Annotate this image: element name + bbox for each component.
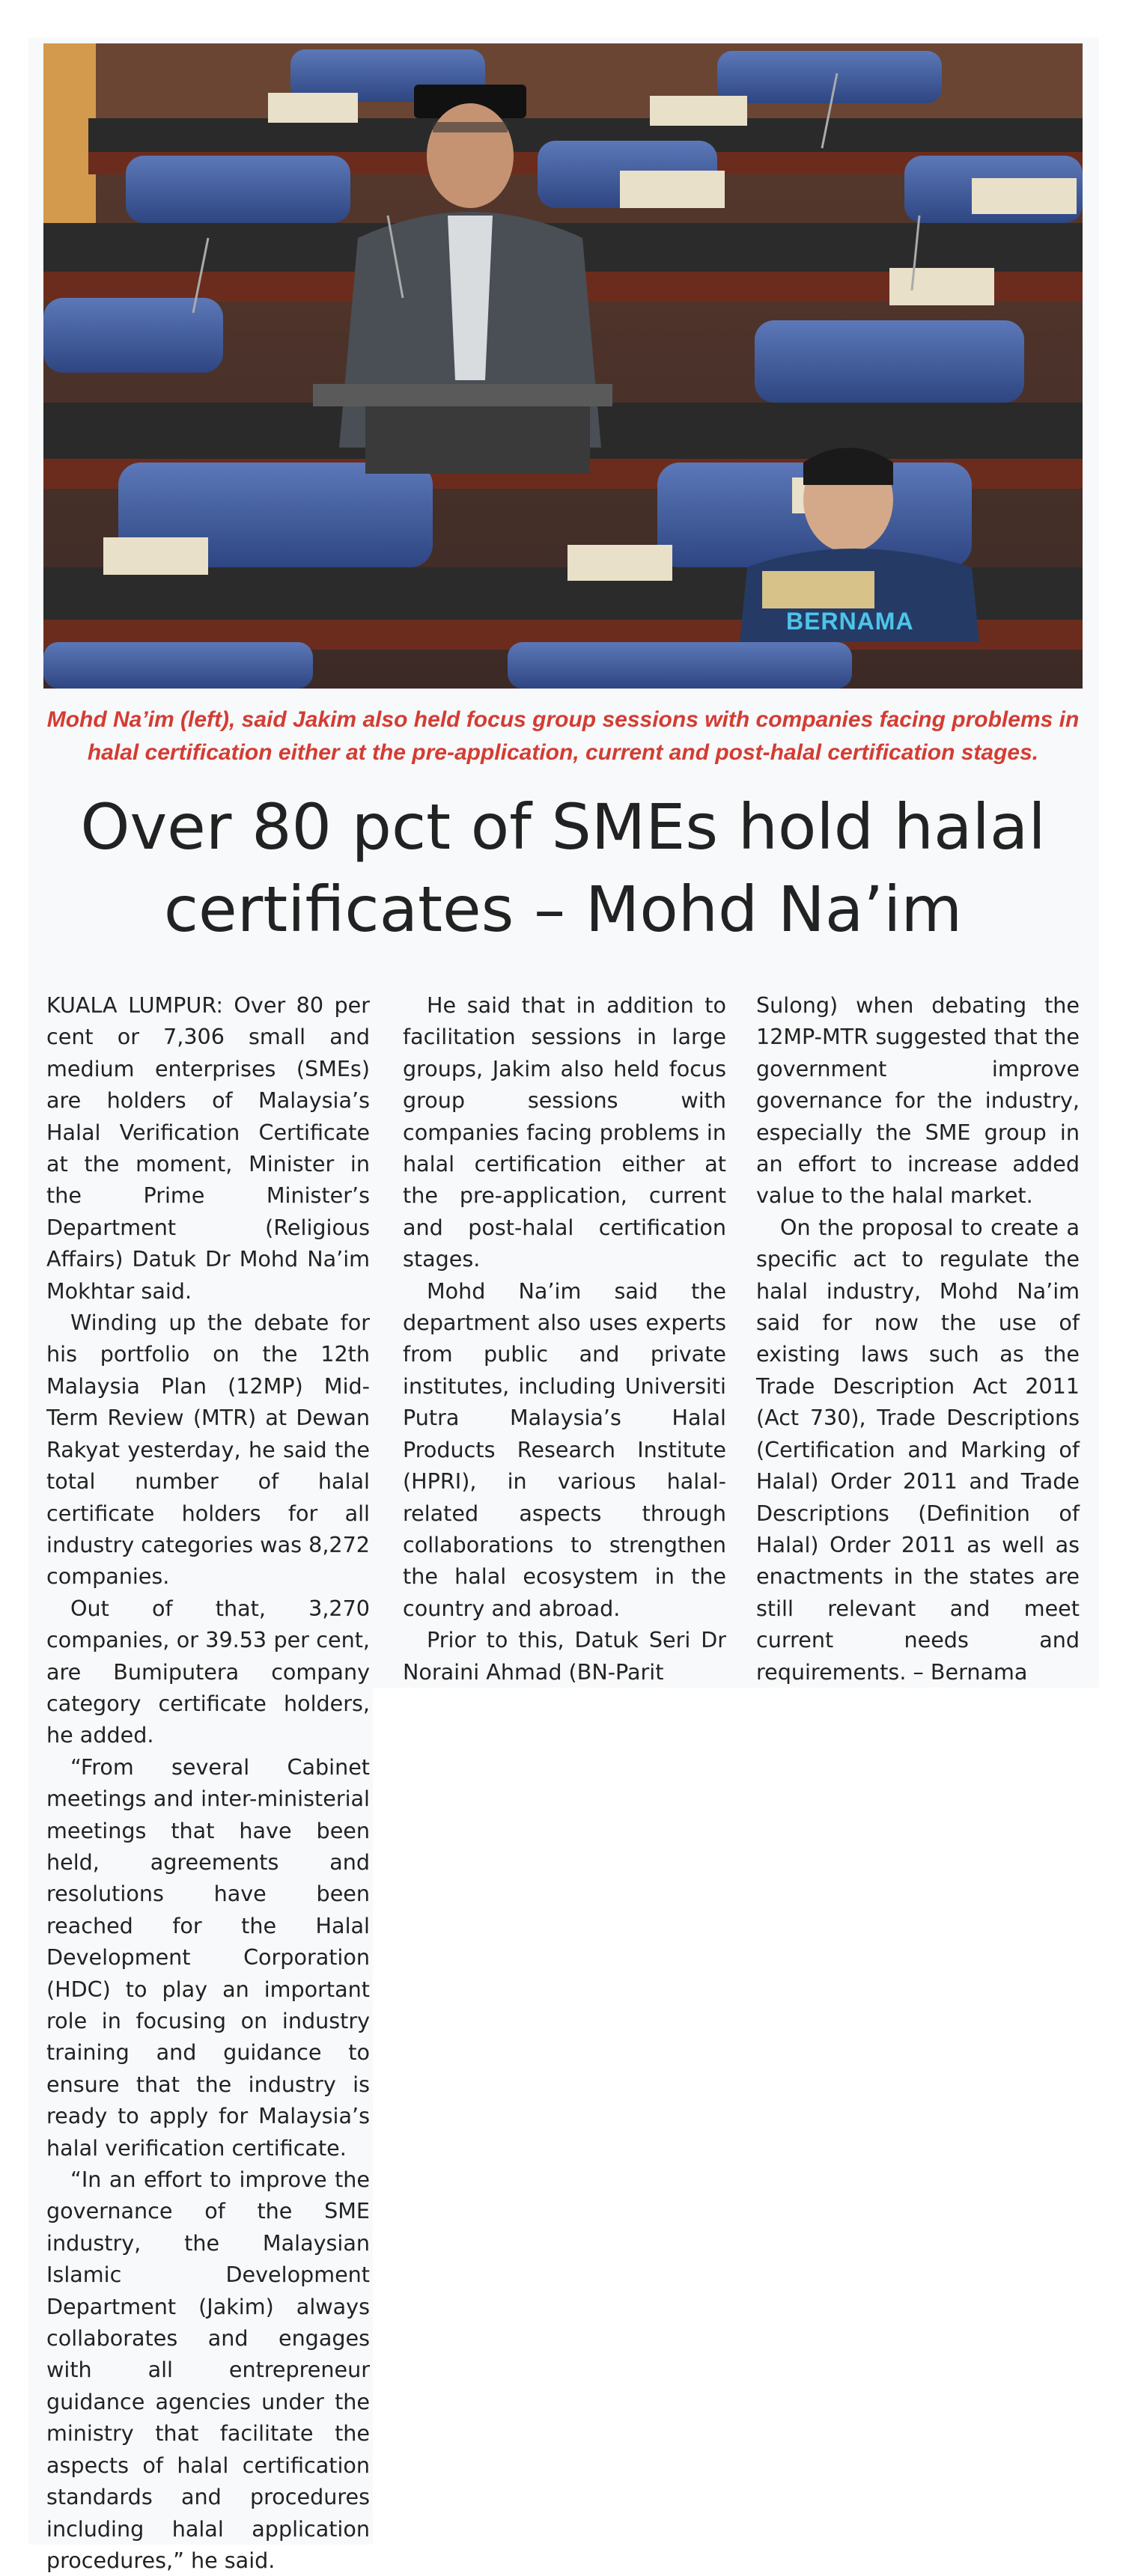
article-paragraph: Winding up the debate for his portfolio on the 12th Malaysia Plan (12MP) Mid-Term Review (MTR) at Dewan Rakyat yesterday, he said the total number of halal certificate holders for all industry categories was 8,272 companies. [46,1310,370,1590]
article-paragraph: On the proposal to create a specific act to regulate the halal industry, Mohd Na’im said for now the use of existing laws such as the Trade Description Act 2011 (Act 730), Trade Descriptions (Certification and Marking of Halal) Order 2011 and Trade Descriptions (Definition of Halal) Order 2011 as well as enactments in the states are still relevant and meet current needs and requirements. – Bernama [756,1214,1080,1685]
article-paragraph: Out of that, 3,270 companies, or 39.53 per cent, are Bumiputera company category certificate holders, he added. [46,1595,370,1748]
article-paragraph: Mohd Na’im said the department also uses experts from public and private institutes, including Universiti Putra Malaysia’s Halal Products Research Institute (HPRI), in various halal-related aspects through collaborations to strengthen the halal ecosystem in the country and abroad. [403,1278,726,1621]
article-column-2 [403,989,726,1688]
article-paragraph: Prior to this, Datuk Seri Dr Noraini Ahmad (BN-Parit [403,1627,726,1685]
parliament-photo [43,43,1083,689]
article-paragraph: “In an effort to improve the governance of the SME industry, the Malaysian Islamic Development Department (Jakim) always collaborates and engages with all entrepreneur guidance agencies under the ministry that facilitate the aspects of halal certification standards and procedures including halal application procedures,” he said. [46,2167,370,2573]
article-paragraph: He said that in addition to facilitation sessions in large groups, Jakim also held focus group sessions with companies facing problems in halal certification either at the pre-application, current and post-halal certification stages. [403,992,726,1272]
article-paragraph: KUALA LUMPUR: Over 80 per cent or 7,306 small and medium enterprises (SMEs) are holders of Malaysia’s Halal Verification Certificate at the moment, Minister in the Prime Minister’s Department (Religious Affairs) Datuk Dr Mohd Na’im Mokhtar said. [46,992,370,1304]
article-column-3 [756,989,1080,1688]
article-paragraph: “From several Cabinet meetings and inter-ministerial meetings that have been held, agreements and resolutions have been reached for the Halal Development Corporation (HDC) to play an important role in focusing on industry training and guidance to ensure that the industry is ready to apply for Malaysia’s halal verification certificate. [46,1754,370,2161]
photo-caption: Mohd Na’im (left), said Jakim also held focus group sessions with companies facing problems in halal certification either at the pre-application, current and post-halal certification stages. [46,707,1080,765]
headline: Over 80 pct of SMEs hold halal certificates – Mohd Na’im [80,790,1046,946]
article-paragraph: Sulong) when debating the 12MP-MTR suggested that the government improve governance for the industry, especially the SME group in an effort to increase added value to the halal market. [756,992,1080,1209]
bernama-watermark: BERNAMA [786,608,914,635]
article-column-1 [46,989,370,2576]
